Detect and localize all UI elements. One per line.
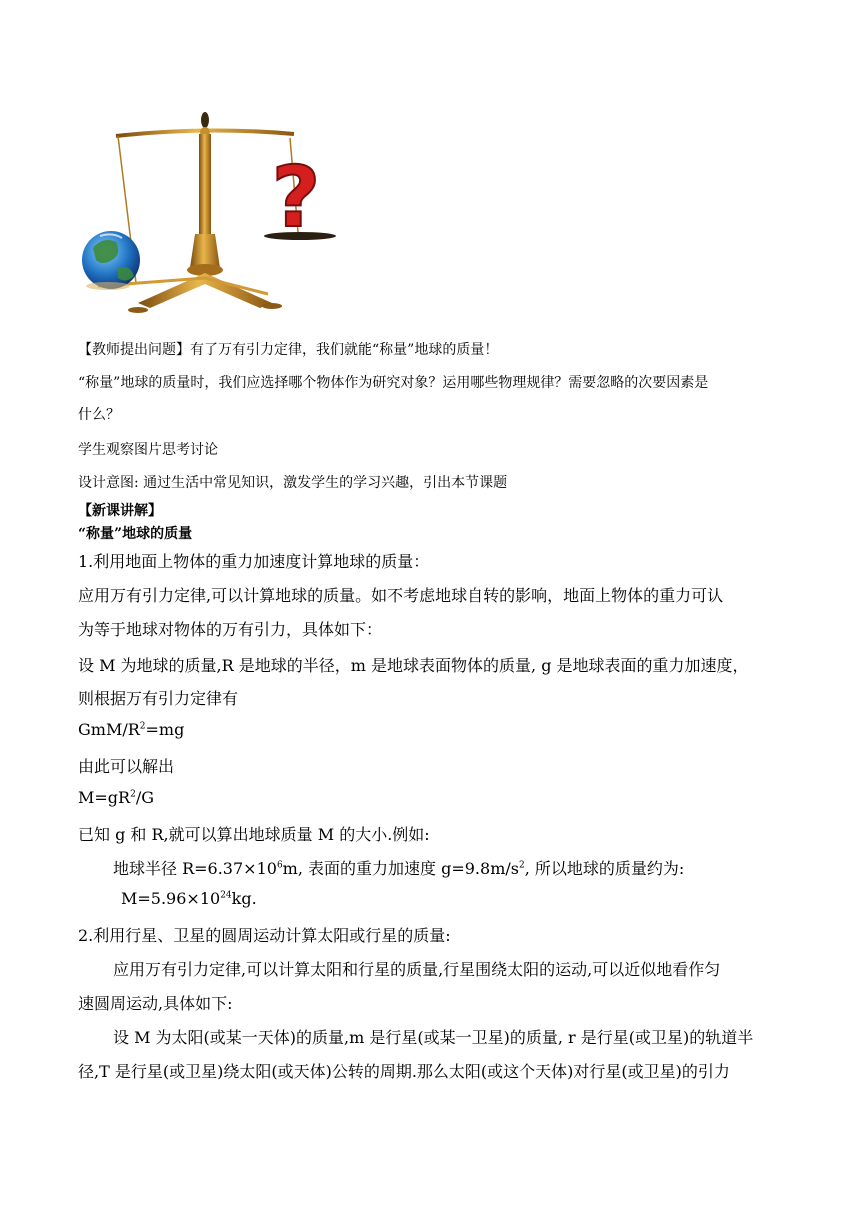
section-title: “称量”地球的质量 bbox=[78, 526, 193, 542]
method2-paragraph1-line2: 速圆周运动,具体如下: bbox=[78, 994, 233, 1013]
result-text: $M=5.96\times 10^{24}kg$. bbox=[121, 889, 257, 908]
question-line-1: “称量”地球的质量时，我们应选择哪个物体作为研究对象？运用哪些物理规律？需要忽略的次要因素是 bbox=[78, 375, 709, 391]
new-lesson-heading: 【新课讲解】 bbox=[78, 503, 162, 519]
equation-mass: $M=gR^2/G$ bbox=[78, 788, 154, 807]
method1-paragraph1-line2: 为等于地球对物体的万有引力，具体如下： bbox=[78, 620, 383, 639]
earth-globe-icon bbox=[82, 231, 140, 290]
question-line-2: 什么？ bbox=[78, 407, 120, 423]
teacher-question: 【教师提出问题】有了万有引力定律，我们就能“称量”地球的质量！ bbox=[78, 342, 499, 358]
known-values-text: 已知 g 和 R,就可以算出地球质量 M 的大小.例如: bbox=[78, 825, 430, 844]
student-activity: 学生观察图片思考讨论 bbox=[78, 442, 218, 458]
design-intent: 设计意图: 通过生活中常见知识，激发学生的学习兴趣，引出本节课题 bbox=[78, 475, 508, 491]
scale-illustration bbox=[78, 108, 348, 318]
method2-title: 2.利用行星、卫星的圆周运动计算太阳或行星的质量: bbox=[78, 926, 451, 945]
method2-paragraph1-line1: 应用万有引力定律,可以计算太阳和行星的质量,行星围绕太阳的运动,可以近似地看作匀 bbox=[113, 960, 721, 979]
method2-paragraph2-line2: 径,T 是行星(或卫星)绕太阳(或天体)公转的周期.那么太阳(或这个天体)对行星(或卫星)的引力 bbox=[78, 1062, 730, 1081]
question-mark-glyph: ? bbox=[271, 148, 321, 246]
method1-paragraph1-line1: 应用万有引力定律,可以计算地球的质量。如不考虑地球自转的影响，地面上物体的重力可认 bbox=[78, 586, 724, 605]
method1-paragraph2-line2: 则根据万有引力定律有 bbox=[78, 689, 239, 708]
example-text: 地球半径 $R=6.37\times 10^6m$, 表面的重力加速度 $g=9.8m/s^2$, 所以地球的质量约为: bbox=[113, 859, 685, 878]
method2-paragraph2-line1: 设 M 为太阳(或某一天体)的质量,m 是行星(或某一卫星)的质量, r 是行星(或卫星)的轨道半 bbox=[113, 1028, 754, 1047]
equation-gravity: GmM/$R^2=mg$ bbox=[78, 720, 185, 739]
method1-title: 1.利用地面上物体的重力加速度计算地球的质量： bbox=[78, 552, 430, 571]
question-mark-icon bbox=[272, 148, 321, 246]
method1-paragraph2-line1: 设 M 为地球的质量,R 是地球的半径，m 是地球表面物体的质量, g 是地球表面的重力加速度， bbox=[78, 656, 749, 675]
solve-text: 由此可以解出 bbox=[78, 757, 175, 776]
